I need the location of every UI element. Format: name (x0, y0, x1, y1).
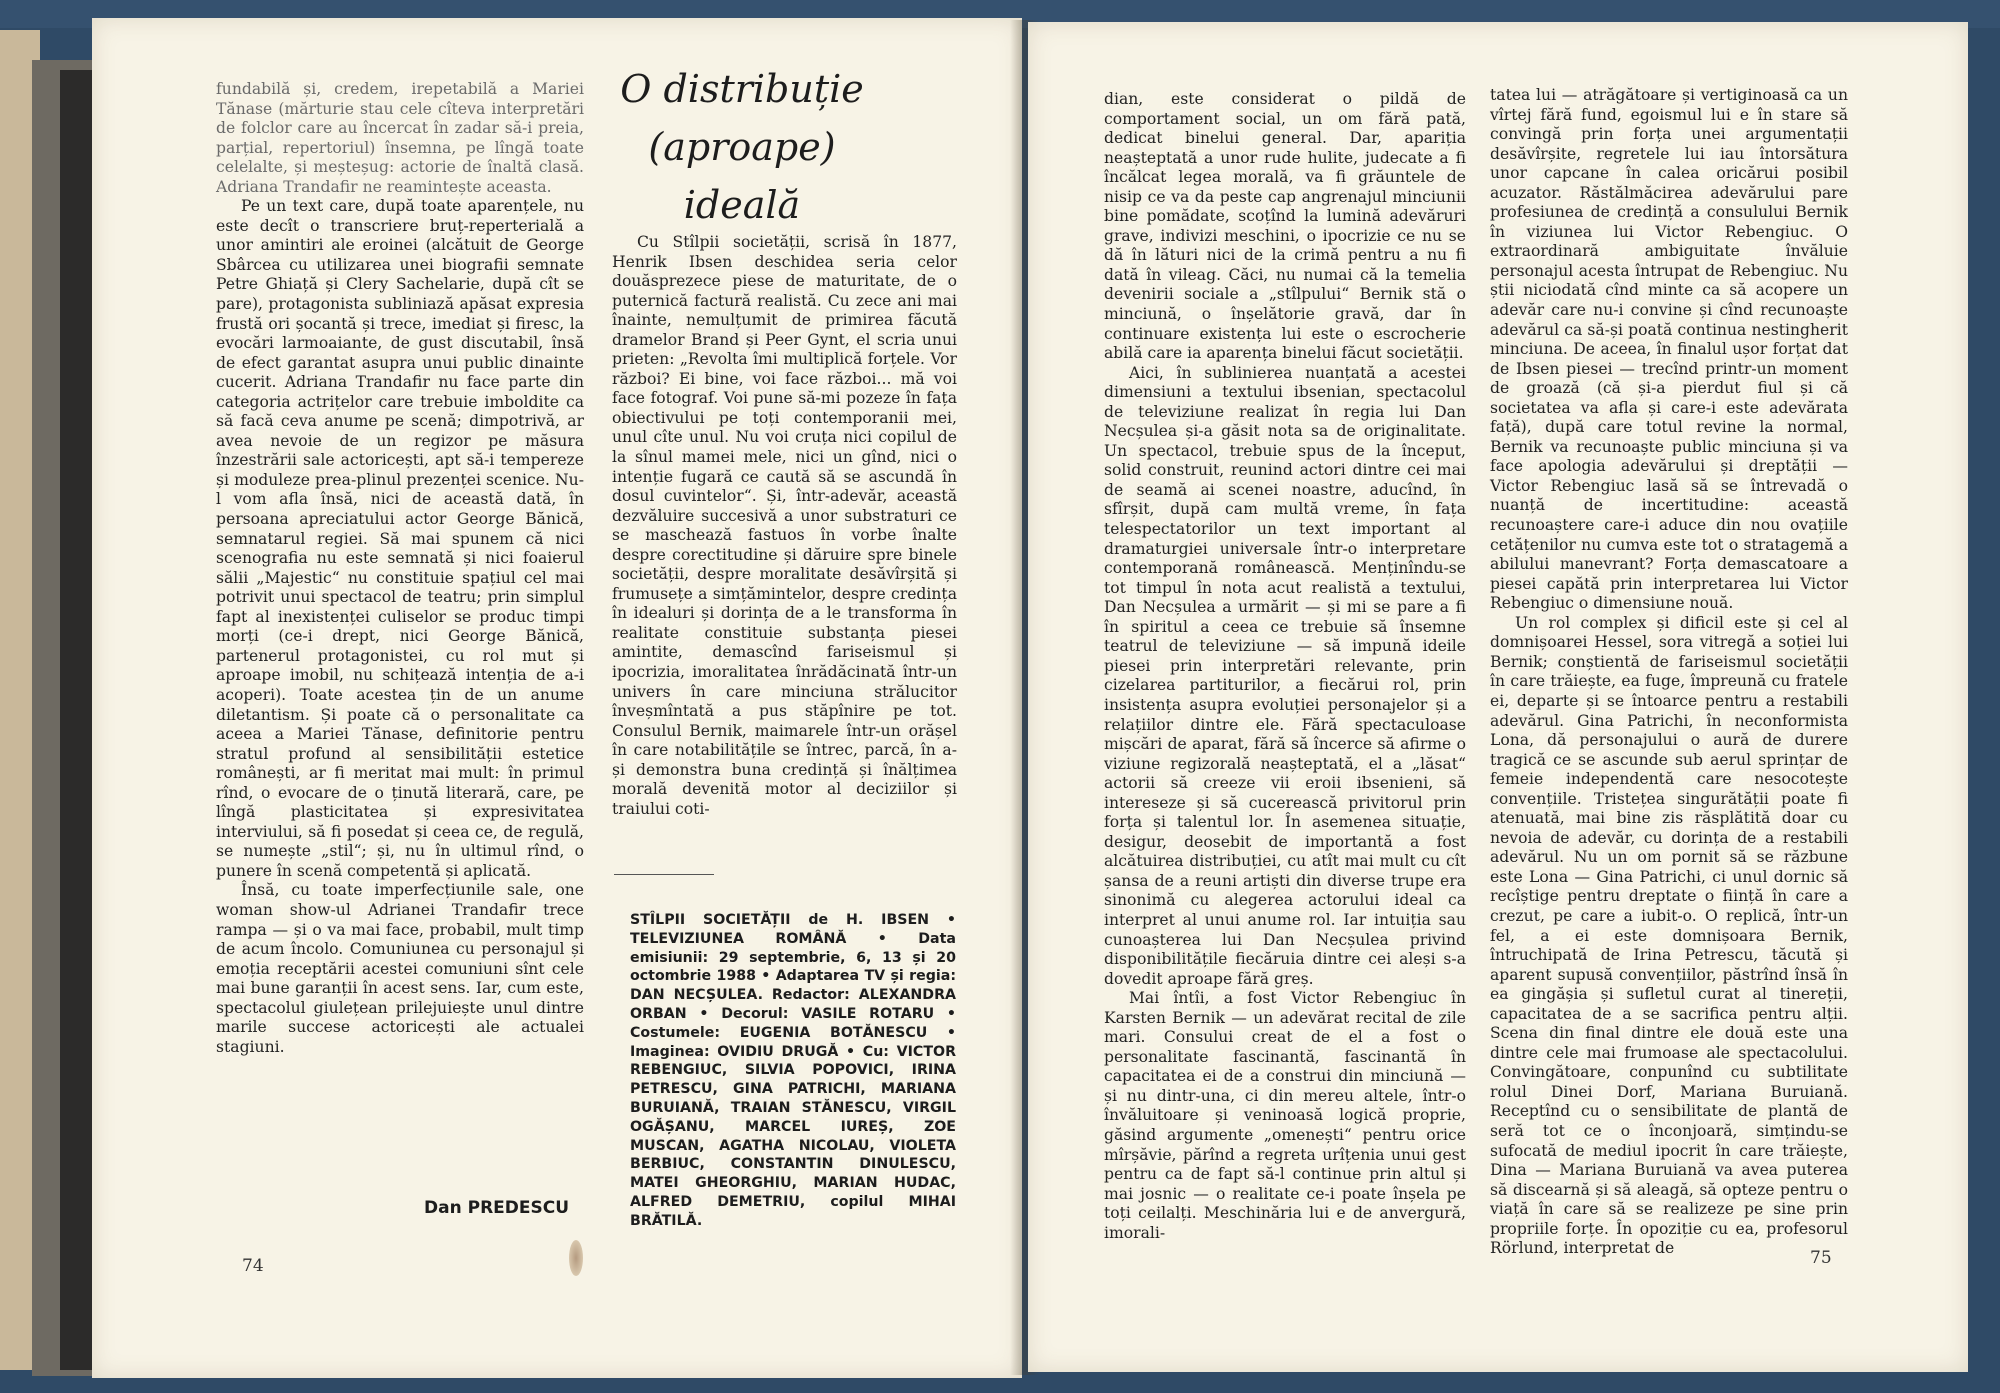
paragraph: dian, este considerat o pildă de comportament social, un om fără pată, dedicat binelui general. Dar, apariția neașteptată a unor rude hulite, judecate a fi încălcat legea morală, va fi grăuntele de nisip ce va da peste cap angrenajul minciunii bine pomădate, scoțînd la lumină adevăruri grave, indivizi meschini, o ipocrizie ce nu se dă în lături nici de la crimă pentru a nu fi dată în vileag. Căci, nu numai că la temelia devenirii sociale a „stîlpului“ Bernik stă o minciună, o înșelătorie gravă, dar în continuare existența lui este o escrocherie abilă care ia aparența binelui făcut societății. (1104, 90, 1466, 363)
paragraph: Însă, cu toate imperfecțiunile sale, one woman show-ul Adrianei Trandafir trece rampa — și o va mai face, probabil, mult timp de acum încolo. Comuniunea cu personajul și emoția receptării acestei comuniuni sînt cele mai bune garanții în acest sens. Iar, cum este, spectacolul giulețean prilejuiește unul dintre marile succese actoricești ale actualei stagiuni. (216, 881, 584, 1056)
right-page-column-1 (1104, 90, 1466, 1243)
paragraph: Pe un text care, după toate aparențele, nu este decît o transcriere bruț-reperterială a unor amintiri ale eroinei (alcătuit de George Sbârcea cu utilizarea unei biografii semnate Petre Ghiață și Clery Sachelarie, după cît se pare), protagonista subliniază apăsat expresia frustă ori șocantă și trece, imediat și firesc, la evocări larmoaiante, de gust discutabil, însă de efect garantat asupra unui public dinainte cucerit. Adriana Trandafir nu face parte din categoria actrițelor care trebuie imboldite ca să facă ceva anume pe scenă; dimpotrivă, ar avea nevoie de un regizor pe măsura înzestrării sale actoricești, apt să-i tempereze și moduleze prea-plinul prezenței scenice. Nu-l vom afla însă, nici de această dată, în persoana apreciatului actor George Bănică, semnatarul regiei. Să mai spunem că nici scenografia nu este semnată și nici foaierul sălii „Majestic“ nu constituie spațiul cel mai potrivit unui spectacol de teatru; prin simplul fapt al inexistenței culiselor se produc timpi morți (ce-i drept, nici George Bănică, partenerul protagonistei, cu rol mut și aproape imobil, nu schițează intenția de a-i acoperi). Toate acestea țin de un anume diletantism. Și poate că o personalitate ca aceea a Mariei Tănase, definitorie pentru stratul profund al sensibilității estetice românești, ar fi meritat mai mult: în primul rînd, o evocare de o ținută literară, care, pe lîngă plasticitatea și expresivitatea interviului, să fi posedat și ceea ce, de regulă, se numește „stil“; și, nu în ultimul rînd, o punere în scenă competentă și aplicată. (216, 197, 584, 880)
right-page-column-2 (1490, 86, 1848, 1259)
right-page (1028, 22, 1968, 1372)
paragraph: Aici, în sublinierea nuanțată a acestei dimensiuni a textului ibsenian, spectacolul de televiziune realizat în regia lui Dan Necșulea și-a găsit nota sa de originalitate. Un spectacol, trebuie spus de la început, solid construit, reunind actori dintre cei mai de seamă ai scenei noastre, aducînd, în sfîrșit, după cam multă vreme, în fața telespectatorilor un text important al dramaturgiei universale într-o interpretare contemporană românească. Menținîndu-se tot timpul în nota acut realistă a textului, Dan Necșulea a urmărit — și mi se pare a fi în spiritul a ceea ce trebuie să însemne teatrul de televiziune — să impună ideile piesei prin interpretări relevante, prin cizelarea partiturilor, a fiecărui rol, prin insistența asupra evoluției personajelor și a relațiilor dintre ele. Fără spectaculoase mișcări de aparat, fără să încerce să afirme o viziune regizorală neașteptată, el a „lăsat“ actorii să creeze vii eroii ibsenieni, să intereseze și să cucerească privitorul prin forța și talentul lor. În asemenea situație, desigur, deosebit de importantă a fost alcătuirea distribuției, cu atît mai mult cu cît șansa de a reuni artiști din diverse trupe era sinonimă cu alegerea actorului ideal ca interpret al unui anume rol. Iar intuiția sau cunoașterea lui Dan Necșulea privind disponibilitățile fiecăruia dintre cei aleși s-a dovedit aproape fără greș. (1104, 363, 1466, 988)
article-author: Dan PREDESCU (424, 1198, 570, 1218)
article-title: O distribuție (aproape) ideală (620, 67, 864, 227)
paragraph: Un rol complex și dificil este și cel al domnișoarei Hessel, sora vitregă a soției lui Bernik; conștientă de fariseismul societății în care trăiește, ea fuge, împreună cu fratele ei, departe și se întoarce pentru a restabili adevărul. Gina Patrichi, în neconformista Lona, dă personajului o aură de durere tragică ce se ascunde sub aerul sprințar de femeie independentă care nesocotește convențiile. Tristețea singurătății poate fi atenuată, mai bine zis răsplătită doar cu nevoia de adevăr, cu dorința de a restabili adevărul. Nu un om pornit să se răzbune este Lona — Gina Patrichi, ci unul dornic să recîștige pentru dreptate o ființă în care a crezut, pe care a iubit-o. O replică, într-un fel, a ei este domnișoara Bernik, întruchipată de Irina Petrescu, tăcută și aparent supusă convențiilor, păstrînd însă în ea gingășia și sufletul curat al tinereții, capacitatea de a se sacrifica pentru alții. Scena din final dintre ele două este una dintre cele mai frumoase ale spectacolului. Convingătoare, conpunînd cu subtilitate rolul Dinei Dorf, Mariana Buruiană. Receptînd cu o sensibilitate de plantă de seră tot ce o înconjoară, simțindu-se sufocată de mediul ipocrit în care trăiește, Dina — Mariana Buruiană va avea puterea să discearnă și să aleagă, să opteze pentru o viață în care să se realizeze pe sine prin propriile forțe. În opoziție cu ea, profesorul Rörlund, interpretat de (1490, 613, 1848, 1258)
production-credits: STÎLPII SOCIETĂȚII de H. IBSEN • TELEVIZIUNEA ROMÂNĂ • Data emisiunii: 29 septembrie, 6, 13 și 20 octombrie 1988 • Adaptarea TV și regia: DAN NECȘULEA. Redactor: ALEXANDRA ORBAN • Decorul: VASILE ROTARU • Costumele: EUGENIA BOTĂNESCU • Imaginea: OVIDIU DRUGĂ • Cu: VICTOR REBENGIUC, SILVIA POPOVICI, IRINA PETRESCU, GINA PATRICHI, MARIANA BURUIANĂ, TRAIAN STĂNESCU, VIRGIL OGĂȘANU, MARCEL IUREȘ, ZOE MUSCAN, AGATHA NICOLAU, VIOLETA BERBIUC, CONSTANTIN DINULESCU, MATEI GHEORGHIU, MARIAN HUDAC, ALFRED DEMETRIU, copilul MIHAI BRĂTILĂ. (630, 912, 956, 1229)
right-column-article-2 (612, 233, 957, 819)
page-number: 74 (242, 1256, 264, 1276)
paragraph: tatea lui — atrăgătoare și vertiginoasă ca un vîrtej fără fund, egoismul lui e în stare să convingă prin forța unei argumentații desăvîrșite, regretele lui iau întorsătura unor capcane în calea oricărui posibil acuzator. Răstălmăcirea adevărului pare profesiunea de credință a consulului Bernik în viziunea lui Victor Rebengiuc. O extraordinară ambiguitate învăluie personajul acesta întrupat de Rebengiuc. Nu știi niciodată cînd minte ca să acopere un adevăr care nu-i convine și cînd recunoaște adevărul ca să-și poată continua nestingherit minciuna. De aceea, în finalul ușor forțat dat de Ibsen piesei — trecînd printr-un moment de groază (că și-a pierdut fiul și că societatea va afla și care-i este adevărata față), după care totul revine la normal, Bernik va recunoaște public minciuna și va face apologia adevărului și dreptății — Victor Rebengiuc lasă să se întrevadă o nuanță de incertitudine: această recunoaștere care-i aduce din nou ovațiile cetățenilor nu cumva este tot o stratagemă a abilului manevrant? Forța demascatoare a piesei capătă prin interpretarea lui Victor Rebengiuc o dimensiune nouă. (1490, 86, 1848, 613)
left-page (92, 18, 1022, 1378)
paragraph: fundabilă și, credem, irepetabilă a Mariei Tănase (mărturie stau cele cîteva interpretări de folclor care au încercat în zadar să-i preia, parțial, repertoriul) însemna, pe lîngă toate celelalte, și meșteșug: actorie de înaltă clasă. Adriana Trandafir ne reamintește aceasta. (216, 80, 584, 196)
paragraph: Cu Stîlpii societății, scrisă în 1877, Henrik Ibsen deschidea seria celor douăsprezece piese de maturitate, de o puternică factură realistă. Cu zece ani mai înainte, nemulțumit de primirea făcută dramelor Brand și Peer Gynt, el scria unui prieten: „Revolta îmi multiplică forțele. Vor război? Ei bine, voi face război... mă voi face fotograf. Voi pune să-mi pozeze în fața obiectivului pe toți contemporanii mei, unul cîte unul. Nu voi cruța nici copilul de la sînul mamei mele, nici un gînd, nici o intenție fugară ce caută să se ascundă în dosul cuvintelor“. Și, într-adevăr, această dezvăluire succesivă a unor substraturi ce se maschează fastuos în vorbe înalte despre corectitudine și dăruire spre binele societății, despre moralitate desăvîrșită și frumusețe a simțămintelor, despre credința în idealuri și dorința de a le transforma în realitate constituie substanța piesei amintite, demascînd fariseismul și ipocrizia, imoralitatea înrădăcinată într-un univers în care minciuna strălucitor înveșmîntată a pus stăpînire pe tot. Consulul Bernik, maimarele într-un orășel în care notabilitățile se întrec, parcă, în a-și demonstra buna credință și înălțimea morală devenită motor al deciziilor și traiului coti- (612, 233, 957, 818)
paragraph: Mai întîi, a fost Victor Rebengiuc în Karsten Bernik — un adevărat recital de zile mari. Consului creat de el a fost o personalitate fascinantă, fascinantă în capacitatea ei de a construi din minciună — și nu dintr-una, ci din mereu altele, într-o învăluitoare și veninoasă logică proprie, găsind argumente „omenești“ pentru orice mîrșăvie, părînd a regreta urîțenia unui gest pentru ca de fapt să-l continue prin altul și mai josnic — o realitate ce-i poate înșela pe toți ceilalți. Meschinăria lui e de anvergură, imorali- (1104, 989, 1466, 1242)
paper-stain (569, 1240, 583, 1276)
left-column-article-1 (216, 80, 584, 1057)
page-number: 75 (1810, 1248, 1832, 1268)
separator-rule (614, 874, 714, 875)
